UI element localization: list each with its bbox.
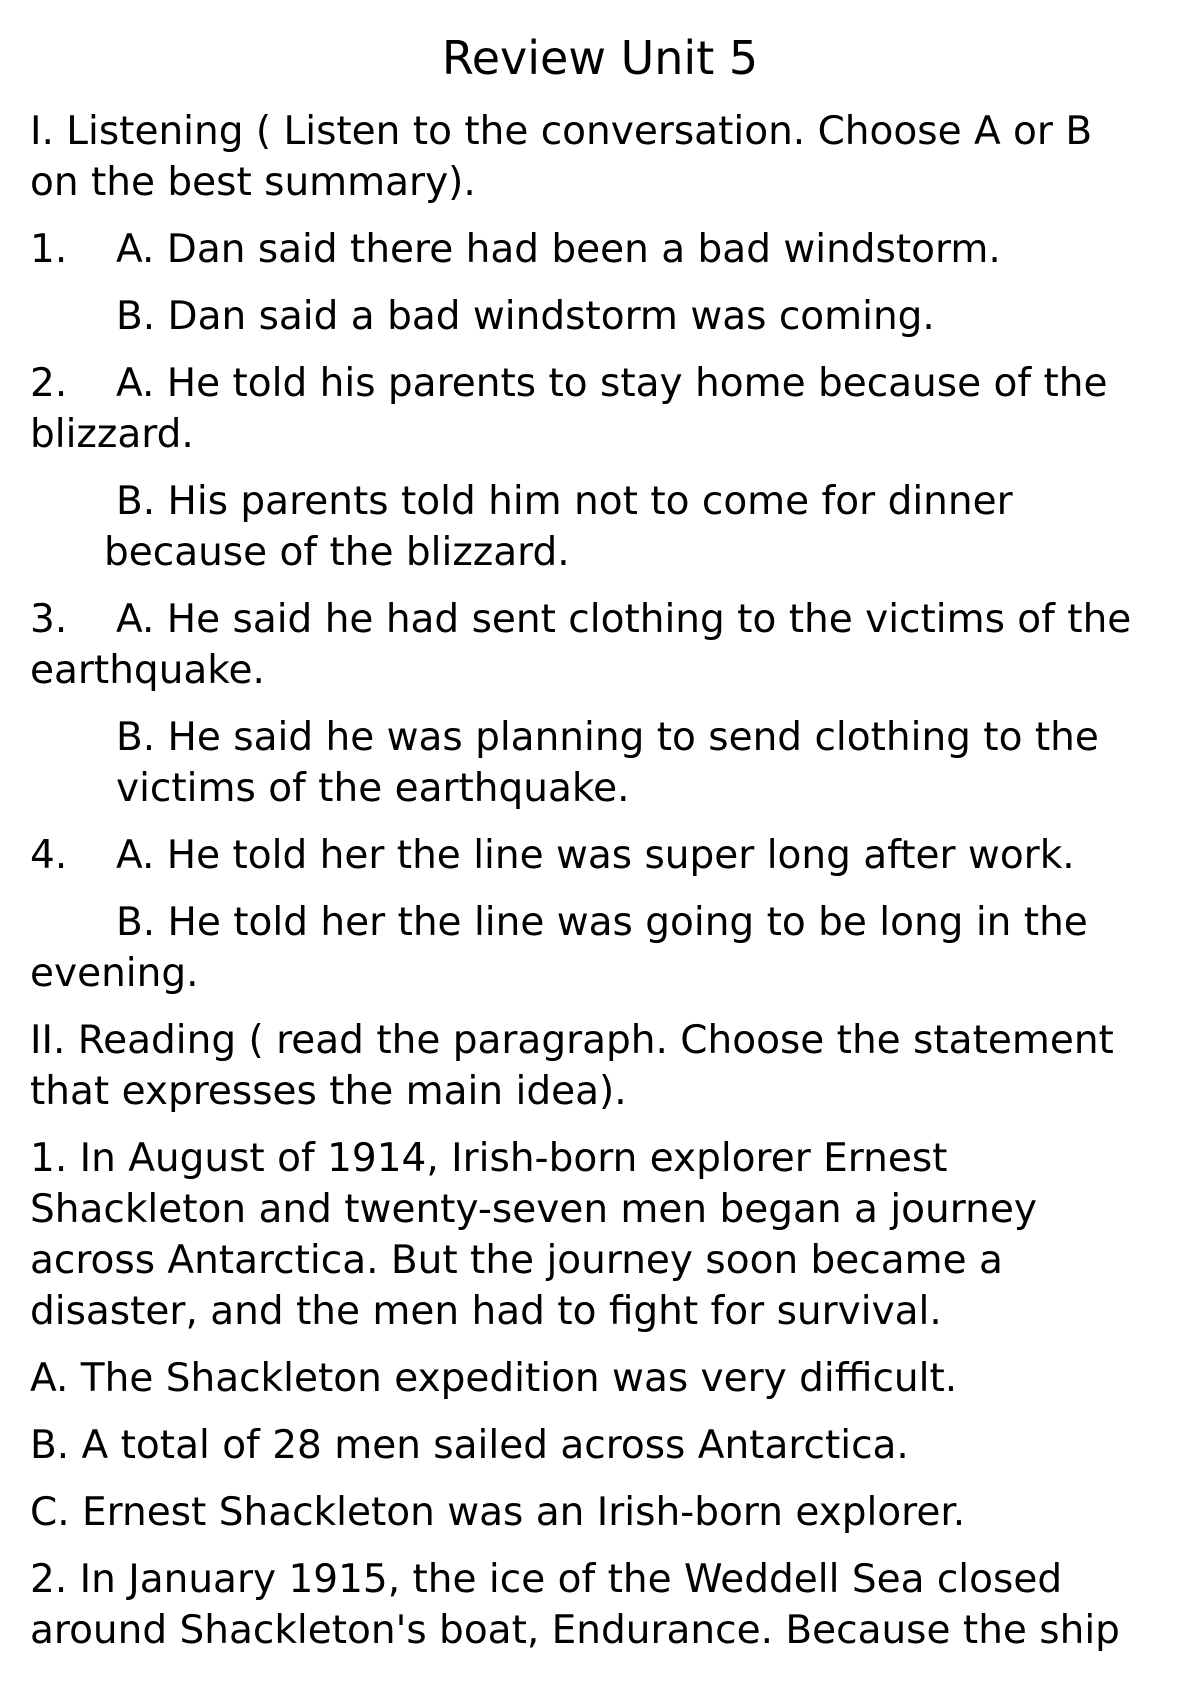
question-3-option-a-text: A. He said he had sent clothing to the victims of the xyxy=(116,597,1132,642)
question-4-option-a-text: A. He told her the line was super long after work. xyxy=(116,833,1075,878)
paragraph-1-option-c: C. Ernest Shackleton was an Irish-born explorer. xyxy=(30,1490,966,1535)
question-3-option-a xyxy=(30,594,1131,645)
question-4-option-a xyxy=(30,830,1075,881)
listening-instruction-line-2: on the best summary). xyxy=(30,160,476,205)
listening-instruction-line-1: I. Listening ( Listen to the conversation. Choose A or B xyxy=(30,109,1093,154)
paragraph-2-line-1: 2. In January 1915, the ice of the Weddell Sea closed xyxy=(30,1557,1063,1602)
question-3-number: 3. xyxy=(30,597,68,642)
question-2-option-a xyxy=(30,358,1107,409)
paragraph-1-line-3: across Antarctica. But the journey soon became a xyxy=(30,1238,1003,1283)
question-4-option-b-line-2: evening. xyxy=(30,951,199,996)
question-4-option-b: B. He told her the line was going to be long in the xyxy=(116,900,1088,945)
question-1-option-a-text: A. Dan said there had been a bad windstorm. xyxy=(116,227,1001,272)
paragraph-1-line-2: Shackleton and twenty-seven men began a journey xyxy=(30,1187,1037,1232)
question-4-number: 4. xyxy=(30,833,68,878)
question-1-number: 1. xyxy=(30,227,68,272)
reading-instruction-line-2: that expresses the main idea). xyxy=(30,1069,627,1114)
paragraph-2-line-2: around Shackleton's boat, Endurance. Because the ship xyxy=(30,1608,1120,1653)
question-2-option-a-text: A. He told his parents to stay home because of the xyxy=(116,361,1108,406)
question-1-option-b: B. Dan said a bad windstorm was coming. xyxy=(116,294,935,339)
question-3-option-b-line-2: victims of the earthquake. xyxy=(116,766,630,811)
question-2-option-b-line-2: because of the blizzard. xyxy=(104,530,570,575)
paragraph-1-option-a: A. The Shackleton expedition was very difficult. xyxy=(30,1356,958,1401)
paragraph-1-line-1: 1. In August of 1914, Irish-born explorer Ernest xyxy=(30,1136,948,1181)
question-3-option-b: B. He said he was planning to send clothing to the xyxy=(116,715,1099,760)
question-2-option-b: B. His parents told him not to come for dinner xyxy=(116,479,1013,524)
question-2-option-a-line-2: blizzard. xyxy=(30,412,194,457)
paragraph-1-option-b: B. A total of 28 men sailed across Antarctica. xyxy=(30,1423,909,1468)
question-2-number: 2. xyxy=(30,361,68,406)
paragraph-1-line-4: disaster, and the men had to fight for survival. xyxy=(30,1289,942,1334)
question-1-option-a xyxy=(30,224,1001,275)
question-3-option-a-line-2: earthquake. xyxy=(30,648,265,693)
reading-instruction-line-1: II. Reading ( read the paragraph. Choose the statement xyxy=(30,1018,1114,1063)
page-title: Review Unit 5 xyxy=(441,31,759,85)
